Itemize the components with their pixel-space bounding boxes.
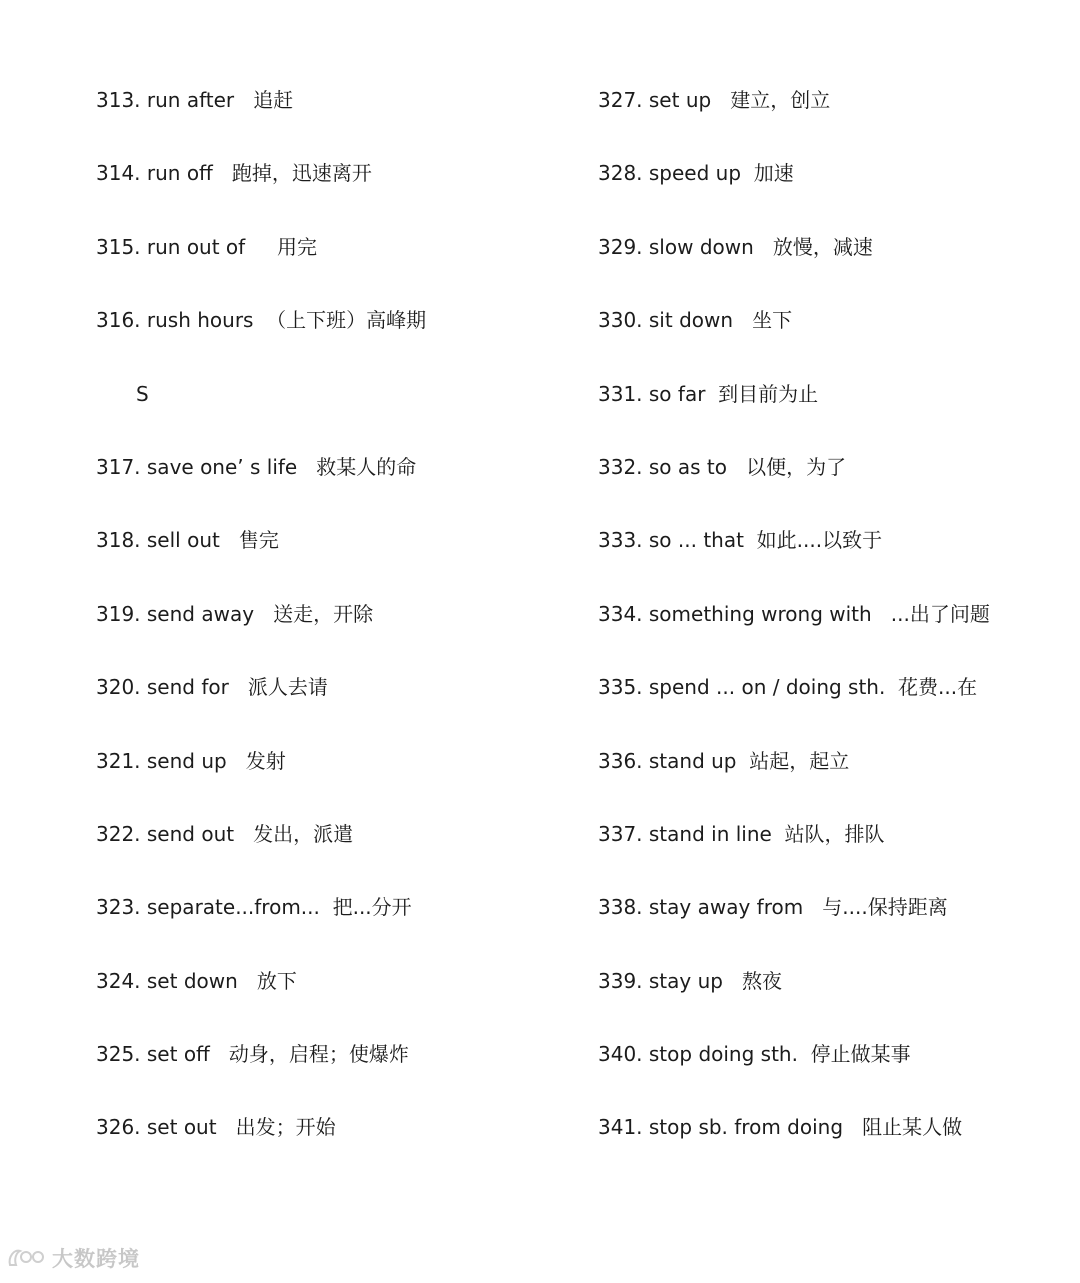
phrase-entry: 341. stop sb. from doing 阻止某人做: [598, 1115, 963, 1140]
logo-icon: [6, 1245, 48, 1271]
phrase-entry: 330. sit down 坐下: [598, 308, 793, 333]
phrase-entry: 340. stop doing sth. 停止做某事: [598, 1042, 911, 1067]
phrase-entry: 334. something wrong with ...出了问题: [598, 601, 990, 626]
phrase-entry: 329. slow down 放慢，减速: [598, 234, 873, 259]
watermark-text: 大数跨境: [52, 1247, 140, 1271]
phrase-entry: 321. send up 发射: [96, 748, 286, 773]
right-column: [598, 80, 1068, 1181]
phrase-entry: 331. so far 到目前为止: [598, 381, 819, 406]
phrase-entry: 319. send away 送走，开除: [96, 601, 374, 626]
phrase-entry: 315. run out of 用完: [96, 234, 317, 259]
section-letter: S: [136, 381, 149, 406]
phrase-entry: 333. so ... that 如此....以致于: [598, 528, 883, 553]
phrase-entry: 322. send out 发出，派遣: [96, 821, 354, 846]
phrase-entry: 316. rush hours （上下班）高峰期: [96, 308, 427, 333]
phrase-entry: 332. so as to 以便，为了: [598, 454, 847, 479]
phrase-entry: 339. stay up 熬夜: [598, 968, 783, 993]
phrase-entry: 313. run after 追赶: [96, 88, 294, 112]
phrase-entry: 314. run off 跑掉，迅速离开: [96, 161, 372, 186]
phrase-entry: 335. spend ... on / doing sth. 花费...在: [598, 675, 978, 700]
phrase-entry: 325. set off 动身，启程；使爆炸: [96, 1042, 409, 1067]
left-column: [96, 80, 566, 1181]
phrase-entry: 323. separate...from... 把...分开: [96, 895, 412, 920]
phrase-entry: 337. stand in line 站队，排队: [598, 821, 885, 846]
phrase-entry: 318. sell out 售完: [96, 528, 279, 553]
phrase-entry: 338. stay away from 与....保持距离: [598, 895, 948, 920]
phrase-entry: 327. set up 建立，创立: [598, 88, 831, 112]
phrase-entry: 317. save one’ s life 救某人的命: [96, 454, 417, 479]
phrase-entry: 336. stand up 站起，起立: [598, 748, 850, 773]
phrase-entry: 324. set down 放下: [96, 968, 297, 993]
phrase-entry: 328. speed up 加速: [598, 161, 794, 186]
watermark: [6, 1243, 140, 1273]
phrase-entry: 320. send for 派人去请: [96, 675, 328, 700]
phrase-entry: 326. set out 出发；开始: [96, 1115, 336, 1140]
